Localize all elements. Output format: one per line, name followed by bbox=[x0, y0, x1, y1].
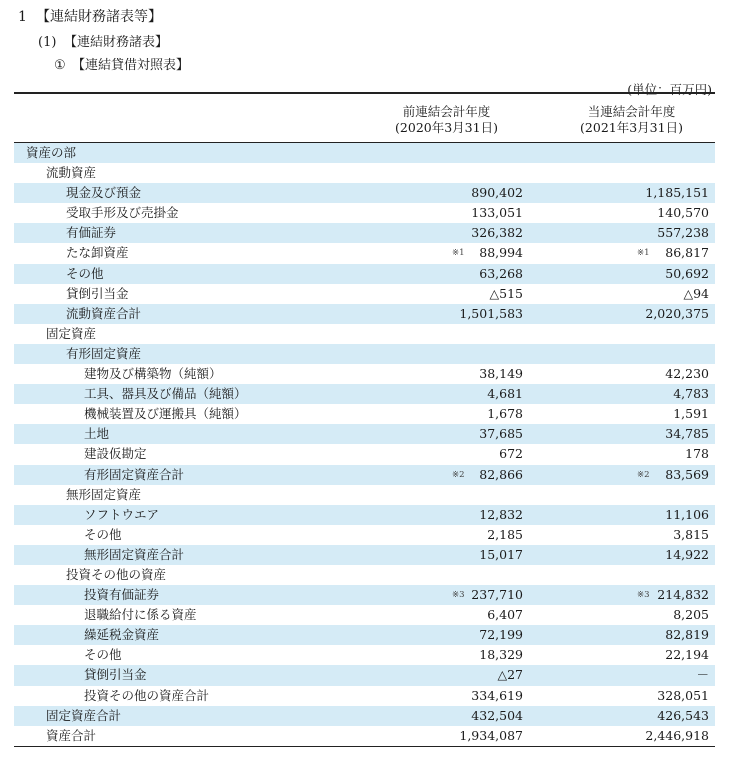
table-row bbox=[14, 645, 715, 665]
column-header-curr bbox=[559, 104, 704, 136]
curr-value: 426,543 bbox=[657, 707, 709, 723]
table-row bbox=[14, 344, 715, 364]
table-header bbox=[14, 94, 715, 143]
row-label: たな卸資産 bbox=[66, 245, 129, 261]
curr-value: 3,815 bbox=[673, 526, 709, 542]
curr-value: 4,783 bbox=[673, 386, 709, 402]
prev-value: 82,866 bbox=[479, 466, 523, 482]
table-row bbox=[14, 545, 715, 565]
prev-value: △27 bbox=[497, 667, 523, 683]
table-row bbox=[14, 364, 715, 384]
table-row bbox=[14, 465, 715, 485]
row-label: 工具、器具及び備品（純額） bbox=[84, 386, 247, 402]
table-row bbox=[14, 404, 715, 424]
row-label: 資産合計 bbox=[46, 727, 97, 743]
row-label: 投資その他の資産合計 bbox=[84, 687, 210, 703]
prev-value: 15,017 bbox=[479, 546, 523, 562]
table-row bbox=[14, 203, 715, 223]
curr-value: － bbox=[696, 667, 709, 683]
row-label: その他 bbox=[84, 647, 122, 663]
table-row bbox=[14, 625, 715, 645]
prev-value: 432,504 bbox=[471, 707, 523, 723]
unit-label: (単位：百万円) bbox=[627, 82, 712, 97]
prev-value: 2,185 bbox=[487, 526, 523, 542]
row-label: 有価証券 bbox=[66, 225, 117, 241]
curr-value: 34,785 bbox=[665, 426, 709, 442]
row-label: 有形固定資産 bbox=[66, 345, 142, 361]
curr-value: 86,817 bbox=[665, 245, 709, 261]
table-row bbox=[14, 324, 715, 344]
prev-value: 133,051 bbox=[471, 205, 523, 221]
prev-value: 38,149 bbox=[479, 366, 523, 382]
table-row bbox=[14, 706, 715, 726]
prev-value: 1,501,583 bbox=[459, 305, 523, 321]
prev-note-marker: ※1 bbox=[452, 248, 465, 259]
row-label: 無形固定資産合計 bbox=[84, 546, 185, 562]
row-label: 貸倒引当金 bbox=[84, 667, 147, 683]
subsection-heading bbox=[38, 31, 168, 50]
table-row bbox=[14, 243, 715, 263]
table-row bbox=[14, 163, 715, 183]
row-label: 退職給付に係る資産 bbox=[84, 607, 197, 623]
curr-value: 1,591 bbox=[673, 406, 709, 422]
table-row bbox=[14, 384, 715, 404]
curr-note-marker: ※3 bbox=[637, 590, 650, 601]
statement-number: ① bbox=[54, 58, 66, 73]
row-label: 受取手形及び売掛金 bbox=[66, 205, 179, 221]
prev-value: 4,681 bbox=[487, 386, 523, 402]
table-body bbox=[14, 143, 715, 746]
section-number: 1 bbox=[18, 9, 27, 25]
table-row bbox=[14, 444, 715, 464]
curr-value: 328,051 bbox=[657, 687, 709, 703]
subsection-number: (1) bbox=[38, 35, 57, 50]
curr-value: △94 bbox=[683, 285, 709, 301]
prev-note-marker: ※3 bbox=[452, 590, 465, 601]
table-row bbox=[14, 525, 715, 545]
curr-note-marker: ※2 bbox=[637, 469, 650, 480]
table-row bbox=[14, 565, 715, 585]
row-label: 建設仮勘定 bbox=[84, 446, 147, 462]
section-heading bbox=[18, 6, 162, 26]
curr-value: 14,922 bbox=[665, 546, 709, 562]
row-label: その他 bbox=[84, 526, 122, 542]
curr-period-name: 当連結会計年度 bbox=[587, 104, 676, 119]
curr-value: 214,832 bbox=[657, 587, 709, 603]
table-row bbox=[14, 264, 715, 284]
curr-value: 2,446,918 bbox=[645, 727, 709, 743]
curr-note-marker: ※1 bbox=[637, 248, 650, 259]
row-label: 現金及び預金 bbox=[66, 185, 142, 201]
table-row bbox=[14, 284, 715, 304]
row-label: 固定資産合計 bbox=[46, 707, 122, 723]
prev-value: 72,199 bbox=[479, 627, 523, 643]
row-label: 資産の部 bbox=[26, 145, 77, 160]
row-label: ソフトウエア bbox=[84, 506, 160, 522]
prev-value: 890,402 bbox=[471, 185, 523, 201]
table-row bbox=[14, 665, 715, 685]
curr-value: 178 bbox=[685, 446, 709, 462]
row-label: 流動資産 bbox=[46, 165, 97, 181]
prev-value: 672 bbox=[499, 446, 523, 462]
row-label: 流動資産合計 bbox=[66, 305, 142, 321]
row-label: 貸倒引当金 bbox=[66, 285, 129, 301]
table-row bbox=[14, 304, 715, 324]
curr-value: 557,238 bbox=[657, 225, 709, 241]
curr-value: 11,106 bbox=[665, 506, 709, 522]
prev-value: 88,994 bbox=[479, 245, 523, 261]
prev-value: 237,710 bbox=[471, 587, 523, 603]
prev-period-name: 前連結会計年度 bbox=[402, 104, 491, 119]
row-label: その他 bbox=[66, 265, 104, 281]
table-row bbox=[14, 686, 715, 706]
table-row bbox=[14, 143, 715, 163]
subsection-title: 【連結財務諸表】 bbox=[64, 35, 169, 50]
row-label: 建物及び構築物（純額） bbox=[84, 366, 222, 382]
prev-value: 12,832 bbox=[479, 506, 523, 522]
curr-value: 1,185,151 bbox=[645, 185, 709, 201]
curr-value: 140,570 bbox=[657, 205, 709, 221]
row-label: 固定資産 bbox=[46, 325, 97, 341]
table-row bbox=[14, 605, 715, 625]
prev-value: 1,934,087 bbox=[459, 727, 523, 743]
prev-value: 1,678 bbox=[487, 406, 523, 422]
balance-sheet-table bbox=[14, 92, 715, 747]
section-title: 【連結財務諸表等】 bbox=[36, 9, 162, 25]
curr-period-date: (2021年3月31日) bbox=[580, 120, 683, 135]
prev-period-date: (2020年3月31日) bbox=[395, 120, 498, 135]
prev-value: 326,382 bbox=[471, 225, 523, 241]
table-row bbox=[14, 485, 715, 505]
curr-value: 42,230 bbox=[665, 366, 709, 382]
curr-value: 82,819 bbox=[665, 627, 709, 643]
table-row bbox=[14, 183, 715, 203]
row-label: 機械装置及び運搬具（純額） bbox=[84, 406, 247, 422]
prev-value: 334,619 bbox=[471, 687, 523, 703]
row-label: 土地 bbox=[84, 426, 110, 442]
table-row bbox=[14, 585, 715, 605]
table-row bbox=[14, 223, 715, 243]
row-label: 投資有価証券 bbox=[84, 587, 160, 603]
curr-value: 83,569 bbox=[665, 466, 709, 482]
row-label: 有形固定資産合計 bbox=[84, 466, 185, 482]
curr-value: 50,692 bbox=[665, 265, 709, 281]
table-row bbox=[14, 505, 715, 525]
curr-value: 8,205 bbox=[673, 607, 709, 623]
row-label: 繰延税金資産 bbox=[84, 627, 160, 643]
table-row bbox=[14, 424, 715, 444]
statement-heading bbox=[54, 54, 189, 73]
curr-value: 22,194 bbox=[665, 647, 709, 663]
prev-value: 18,329 bbox=[479, 647, 523, 663]
prev-value: 37,685 bbox=[479, 426, 523, 442]
row-label: 無形固定資産 bbox=[66, 486, 142, 502]
prev-note-marker: ※2 bbox=[452, 469, 465, 480]
prev-value: 63,268 bbox=[479, 265, 523, 281]
table-row bbox=[14, 726, 715, 746]
prev-value: 6,407 bbox=[487, 607, 523, 623]
column-header-prev bbox=[374, 104, 519, 136]
prev-value: △515 bbox=[489, 285, 523, 301]
curr-value: 2,020,375 bbox=[645, 305, 709, 321]
statement-title: 【連結貸借対照表】 bbox=[72, 58, 190, 73]
row-label: 投資その他の資産 bbox=[66, 566, 167, 582]
